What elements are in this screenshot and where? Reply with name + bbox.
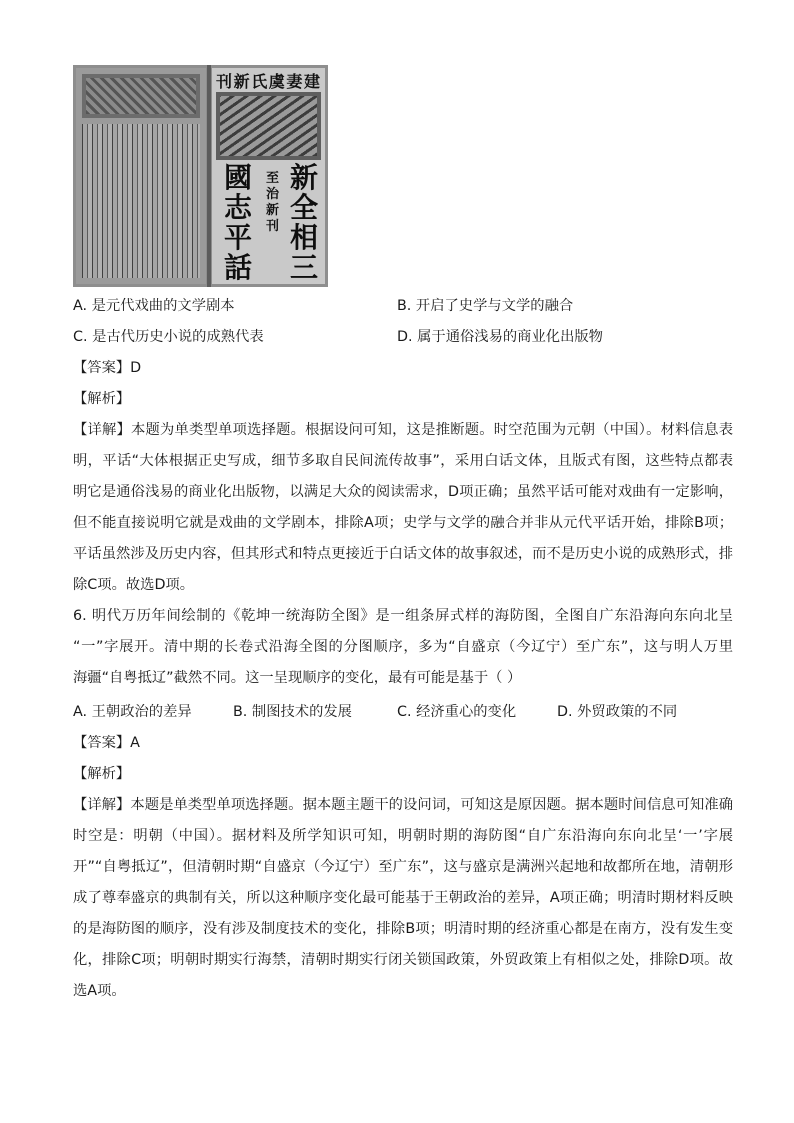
book-title [216, 161, 321, 284]
book-left-page [76, 68, 206, 284]
title-char: 新 [290, 161, 319, 194]
publisher-char: 建 [303, 71, 321, 91]
publisher-char: 刊 [216, 71, 234, 91]
q6-stem-line: 6. 明代万历年间绘制的《乾坤一统海防全图》是一组条屏式样的海防图，全图自广东沿海向东向北呈 [73, 608, 733, 624]
book-scan-image [73, 65, 328, 287]
publisher-char: 妻 [286, 71, 304, 91]
title-char: 平 [224, 221, 253, 254]
title-column-right [290, 161, 319, 284]
title-column-left [224, 161, 253, 284]
title-char: 至 [266, 171, 280, 186]
woodcut-illustration [82, 74, 200, 118]
title-char: 國 [224, 161, 253, 194]
q6-detail-line: 化，排除C项；明朝时期实行海禁，清朝时期实行闭关锁国政策，外贸政策上有相似之处，排除D项。故 [73, 952, 733, 968]
q5-option-d: D. 属于通俗浅易的商业化出版物 [397, 329, 603, 345]
q6-detail-line: 的是海防图的顺序，没有涉及制度技术的变化，排除B项；明清时期的经济重心都是在南方，没有发生变 [73, 921, 733, 937]
q6-detail-line: 开”“自粤抵辽”，但清朝时期“自盛京（今辽宁）至广东”，这与盛京是满洲兴起地和故都所在地，清朝形 [73, 859, 733, 875]
q5-detail-line: 明它是通俗浅易的商业化出版物，以满足大众的阅读需求，D项正确；虽然平话可能对戏曲有一定影响， [73, 484, 733, 500]
title-column-middle [266, 172, 279, 236]
title-page-illustration [216, 92, 321, 160]
title-char: 新 [266, 203, 280, 218]
q5-analysis-label: 【解析】 [73, 391, 131, 407]
title-char: 志 [224, 191, 253, 224]
publisher-char: 虞 [268, 71, 286, 91]
q5-detail-line: 平话虽然涉及历史内容，但其形式和特点更接近于白话文体的故事叙述，而不是历史小说的成熟形式，排 [73, 546, 733, 562]
q5-answer: 【答案】D [73, 360, 142, 376]
title-char: 全 [290, 191, 319, 224]
woodblock-text-columns [82, 124, 200, 278]
title-char: 治 [266, 187, 280, 202]
q5-detail-line: 除C项。故选D项。 [73, 577, 195, 593]
q6-stem-line: 海疆“自粤抵辽”截然不同。这一呈现顺序的变化，最有可能是基于（ ） [73, 670, 522, 686]
q6-stem-line: “一”字展开。清中期的长卷式沿海全图的分图顺序，多为“自盛京（今辽宁）至广东”，这与明人万里 [73, 639, 733, 655]
q6-detail-line: 时空是：明朝（中国）。据材料及所学知识可知，明朝时期的海防图“自广东沿海向东向北呈‘一’字展 [73, 828, 733, 844]
q6-option-a: A. 王朝政治的差异 [73, 704, 192, 720]
q6-stem [73, 601, 733, 694]
q5-detail [73, 415, 733, 601]
q5-detail-line: 但不能直接说明它就是戏曲的文学剧本，排除A项；史学与文学的融合并非从元代平话开始，排除B项； [73, 515, 733, 531]
book-spine [207, 65, 211, 287]
title-char: 相 [290, 221, 319, 254]
q6-option-c: C. 经济重心的变化 [397, 704, 517, 720]
q6-option-d: D. 外贸政策的不同 [557, 704, 678, 720]
q5-option-c: C. 是古代历史小说的成熟代表 [73, 329, 264, 345]
book-title-page [212, 68, 325, 284]
publisher-label [216, 70, 321, 90]
title-char: 三 [290, 251, 319, 284]
q6-detail-line: 【详解】本题是单类型单项选择题。据本题主题干的设问词，可知这是原因题。据本题时间信息可知准确 [73, 797, 733, 813]
q6-detail-line: 选A项。 [73, 983, 126, 999]
q5-detail-line: 【详解】本题为单类型单项选择题。根据设问可知，这是推断题。时空范围为元朝（中国）。材料信息表 [73, 422, 733, 438]
q6-analysis-label: 【解析】 [73, 766, 131, 782]
q6-option-b: B. 制图技术的发展 [233, 704, 352, 720]
q5-option-a: A. 是元代戏曲的文学剧本 [73, 298, 235, 314]
publisher-char: 氏 [251, 71, 269, 91]
q5-detail-line: 明，平话“大体根据正史写成，细节多取自民间流传故事”，采用白话文体，且版式有图，这些特点都表 [73, 453, 733, 469]
q6-detail [73, 790, 733, 1007]
title-char: 話 [224, 251, 253, 284]
q6-answer: 【答案】A [73, 735, 140, 751]
q6-detail-line: 成了尊奉盛京的典制有关，所以这种顺序变化最可能基于王朝政治的差异，A项正确；明清时期材料反映 [73, 890, 733, 906]
publisher-char: 新 [233, 71, 251, 91]
q5-option-b: B. 开启了史学与文学的融合 [397, 298, 574, 314]
title-char: 刊 [266, 219, 280, 234]
